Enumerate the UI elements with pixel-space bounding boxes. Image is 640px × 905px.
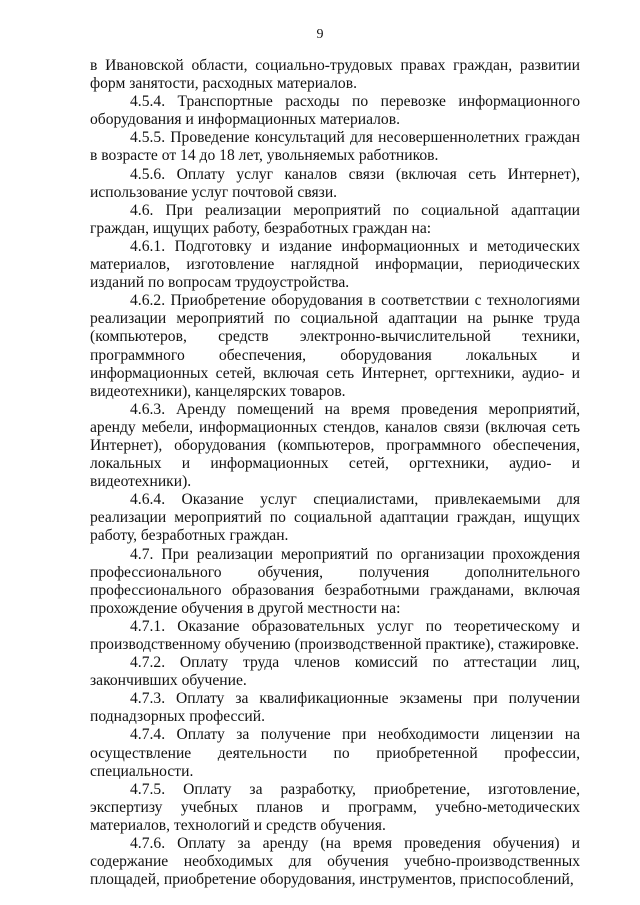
page-number: 9 xyxy=(316,27,324,42)
paragraph-4-5-5: 4.5.5. Проведение консультаций для несовершеннолетних граждан в возрасте от 14 до 18 лет, увольняемых работников. xyxy=(90,129,580,165)
paragraph-4-7-3: 4.7.3. Оплату за квалификационные экзамены при получении поднадзорных профессий. xyxy=(90,690,580,726)
paragraph-4-6-4: 4.6.4. Оказание услуг специалистами, привлекаемыми для реализации мероприятий по социальной адаптации граждан, ищущих работу, безработных граждан. xyxy=(90,491,580,545)
paragraph-4-5-4: 4.5.4. Транспортные расходы по перевозке информационного оборудования и информационных материалов. xyxy=(90,93,580,129)
paragraph-continuation: в Ивановской области, социально-трудовых правах граждан, развитии форм занятости, расходных материалов. xyxy=(90,57,580,93)
paragraph-4-7-5: 4.7.5. Оплату за разработку, приобретение, изготовление, экспертизу учебных планов и программ, учебно-методических материалов, технологий и средств обучения. xyxy=(90,780,580,834)
paragraph-4-7: 4.7. При реализации мероприятий по организации прохождения профессионального обучения, получения дополнительного профессионального образования безработными гражданами, включая прохождение обучения в другой местности на: xyxy=(90,545,580,617)
paragraph-4-7-2: 4.7.2. Оплату труда членов комиссий по аттестации лиц, закончивших обучение. xyxy=(90,654,580,690)
document-body xyxy=(90,57,580,889)
paragraph-4-6-2: 4.6.2. Приобретение оборудования в соответствии с технологиями реализации мероприятий по социальной адаптации на рынке труда (компьютеров, средств электронно-вычислительной техники, программного обеспечения, оборудования локальных и информационных сетей, включая сеть Интернет, оргтехники, аудио- и видеотехники), канцелярских товаров. xyxy=(90,292,580,400)
paragraph-4-7-6: 4.7.6. Оплату за аренду (на время проведения обучения) и содержание необходимых для обучения учебно-производственных площадей, приобретение оборудования, инструментов, приспособлений, xyxy=(90,835,580,889)
paragraph-4-6-1: 4.6.1. Подготовку и издание информационных и методических материалов, изготовление наглядной информации, периодических изданий по вопросам трудоустройства. xyxy=(90,237,580,292)
paragraph-4-7-1: 4.7.1. Оказание образовательных услуг по теоретическому и производственному обучению (производственной практике), стажировке. xyxy=(90,617,580,653)
paragraph-4-5-6: 4.5.6. Оплату услуг каналов связи (включая сеть Интернет), использование услуг почтовой связи. xyxy=(90,165,580,201)
paragraph-4-7-4: 4.7.4. Оплату за получение при необходимости лицензии на осуществление деятельности по приобретенной профессии, специальности. xyxy=(90,726,580,780)
paragraph-4-6-3: 4.6.3. Аренду помещений на время проведения мероприятий, аренду мебели, информационных стендов, каналов связи (включая сеть Интернет), оборудования (компьютеров, программного обеспечения, локальных и информационных сетей, оргтехники, аудио- и видеотехники). xyxy=(90,400,580,491)
paragraph-4-6: 4.6. При реализации мероприятий по социальной адаптации граждан, ищущих работу, безработных граждан на: xyxy=(90,201,580,237)
